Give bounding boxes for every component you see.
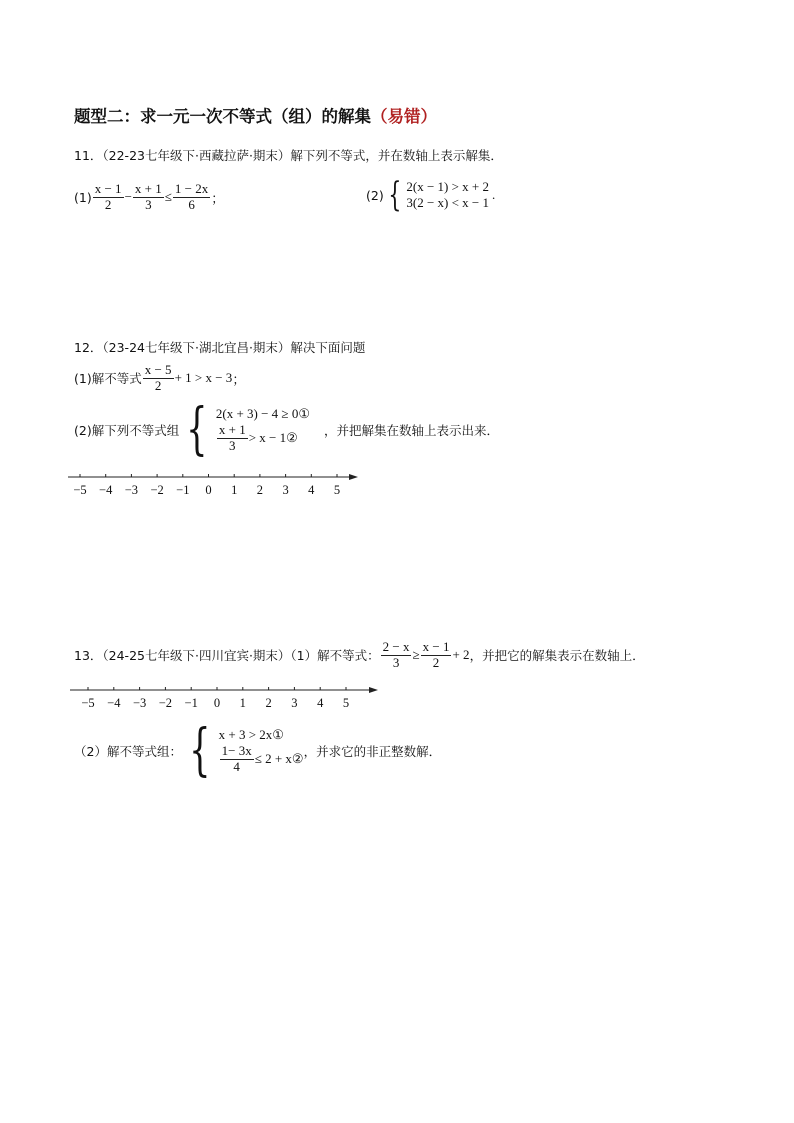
- punctuation: ；: [232, 371, 246, 387]
- brace-icon: {: [388, 175, 402, 215]
- q11-part2-label: (2): [366, 187, 384, 203]
- numerator: x + 1: [134, 181, 162, 196]
- brace-icon: {: [189, 718, 211, 783]
- fraction: [173, 182, 210, 213]
- q13-part1: [74, 640, 645, 671]
- numerator: x + 1: [218, 421, 246, 437]
- q13-part2-system: [182, 718, 304, 783]
- fraction: [381, 640, 412, 671]
- system-line-1: 2(x + 3) − 4 ≥ 0①: [215, 406, 310, 422]
- axis-tick-label: −1: [184, 696, 198, 710]
- q11-header: 11．（22-23七年级下·西藏拉萨·期末）解下列不等式，并在数轴上表示解集．: [74, 148, 503, 163]
- q11-part1: [74, 182, 224, 213]
- axis-tick-label: 5: [342, 696, 350, 710]
- fraction: [93, 182, 124, 213]
- fraction: [217, 423, 248, 454]
- q13-part1-inequality: [380, 640, 470, 671]
- axis-tick-label: 0: [213, 696, 221, 710]
- relation: ≤: [164, 189, 172, 205]
- punctuation: ；: [211, 190, 225, 206]
- q12-header: 12．（23-24七年级下·湖北宜昌·期末）解决下面问题: [74, 340, 366, 355]
- denominator: 2: [154, 377, 162, 393]
- numerator: x − 5: [144, 362, 172, 377]
- system-line-2: [219, 744, 304, 775]
- fraction: [421, 640, 452, 671]
- q12-part2: [74, 397, 499, 462]
- fraction: [143, 363, 174, 394]
- axis-tick-label: −2: [150, 483, 164, 497]
- arrow-icon: [349, 474, 358, 480]
- q12-part2-label: (2)解下列不等式组: [74, 423, 180, 438]
- q11-part1-label: (1): [74, 189, 92, 205]
- q12-part1: [74, 363, 245, 394]
- axis-tick-label: 4: [317, 696, 324, 710]
- system-line-2: [216, 423, 310, 454]
- numerator: 1 − 2x: [174, 181, 209, 196]
- axis-tick-label: −5: [81, 696, 95, 710]
- fraction: [220, 744, 254, 775]
- q13-part2: [74, 718, 442, 783]
- expression: ≤ 2 + x②: [254, 751, 304, 766]
- denominator: 2: [432, 654, 440, 670]
- axis-tick-label: −2: [158, 696, 173, 710]
- brace-icon: {: [186, 397, 208, 462]
- axis-tick-label: −3: [132, 696, 147, 710]
- fraction: [133, 182, 164, 213]
- axis-tick-label: −3: [124, 483, 139, 497]
- section-title: [74, 103, 437, 127]
- numerator: x − 1: [94, 181, 122, 196]
- q13-number-line: [70, 683, 385, 713]
- punctuation: .: [492, 187, 496, 202]
- axis-tick-label: 1: [231, 483, 238, 497]
- q12-number-line: [68, 470, 368, 500]
- axis-tick-label: 0: [205, 483, 212, 497]
- q11-part2-system: [384, 175, 496, 215]
- numerator: 2 − x: [382, 639, 410, 654]
- system-line-1: 2(x − 1) > x + 2: [406, 178, 490, 194]
- expression: + 1 > x − 3: [174, 370, 233, 386]
- q13-part2-instruction: ，并求它的非正整数解．: [303, 744, 442, 759]
- q12-part1-inequality: [142, 363, 246, 394]
- denominator: 6: [188, 196, 195, 212]
- axis-tick-label: 2: [265, 696, 272, 710]
- axis-tick-label: 3: [291, 696, 298, 710]
- denominator: 2: [104, 196, 112, 212]
- q13-header-start: 13．（24-25七年级下·四川宜宾·期末）（1）解不等式：: [74, 648, 380, 664]
- axis-tick-label: −4: [99, 483, 113, 497]
- denominator: 3: [229, 437, 236, 453]
- axis-tick-label: 1: [239, 696, 246, 710]
- q12-part2-system: [179, 397, 310, 462]
- denominator: 3: [145, 196, 152, 212]
- operator: −: [124, 189, 132, 205]
- q11-part1-inequality: [92, 182, 225, 213]
- axis-tick-label: −1: [176, 483, 190, 497]
- axis-tick-label: 3: [282, 483, 289, 497]
- axis-tick-label: −5: [73, 483, 87, 497]
- section-tag: （易错）: [371, 107, 437, 126]
- system-line-1: x + 3 > 2x①: [218, 727, 284, 743]
- numerator: 1− 3x: [221, 742, 252, 758]
- expression: + 2: [452, 647, 470, 663]
- relation: ≥: [412, 647, 420, 663]
- denominator: 4: [233, 758, 240, 774]
- axis-tick-label: 5: [333, 483, 341, 497]
- axis-tick-label: 4: [308, 483, 315, 497]
- q12-part1-label: (1)解不等式: [74, 371, 142, 387]
- q12-part2-instruction: ，并把解集在数轴上表示出来．: [323, 423, 499, 438]
- system-line-2: 3(2 − x) < x − 1: [406, 195, 490, 210]
- axis-tick-label: −4: [107, 696, 121, 710]
- denominator: 3: [392, 654, 400, 670]
- arrow-icon: [369, 687, 378, 693]
- q11-part2: [366, 175, 496, 215]
- q13-header-end: ，并把它的解集表示在数轴上．: [469, 648, 645, 664]
- expression: > x − 1②: [248, 430, 298, 445]
- section-title-text: 题型二：求一元一次不等式（组）的解集: [74, 107, 371, 126]
- numerator: x − 1: [422, 639, 450, 654]
- q13-part2-label: （2）解不等式组：: [74, 744, 182, 759]
- axis-tick-label: 2: [256, 483, 264, 497]
